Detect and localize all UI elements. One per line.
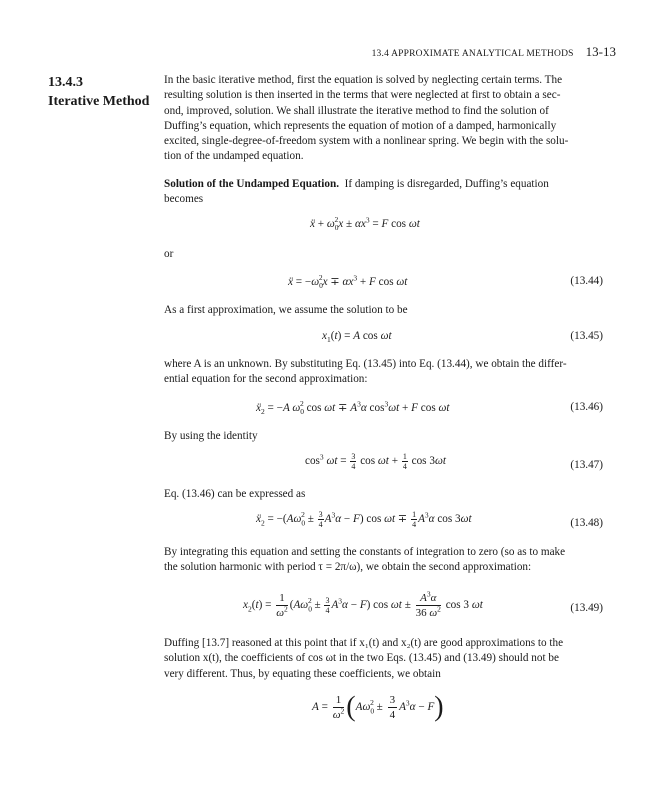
first-approx-paragraph [164, 303, 604, 318]
text-line: Duffing [13.7] reasoned at this point that if x₁(t) and x₂(t) are good approximations to the [164, 637, 564, 649]
text-line: By integrating this equation and setting the constants of integration to zero (so as to make [164, 546, 566, 558]
text-line: becomes [164, 193, 204, 206]
expressed-paragraph [164, 487, 604, 502]
text-line: very different. Thus, by equating these coefficients, we obtain [164, 667, 441, 680]
text-line: ential equation for the second approximation: [164, 373, 368, 386]
equation-amplitude: A = $\frac{1}{\omega^2}$ ($A\omega_0^2$ ± $\frac{3}{4}$ $A^3\alpha - F$) [312, 691, 444, 723]
text-line: As a first approximation, we assume the solution to be [164, 304, 408, 316]
text-line: Duffing’s equation, which represents the equation of motion of a damped, harmonically [164, 119, 557, 132]
text-line: the solution harmonic with period τ = 2π/ω), we obtain the second approximation: [164, 561, 532, 574]
identity-paragraph [164, 429, 604, 444]
equation-number: (13.49) [570, 602, 603, 614]
text-line: Eq. (13.46) can be expressed as [164, 488, 306, 500]
text-line: ond, improved, solution. We shall illustrate the iterative method to find the solution of [164, 104, 549, 117]
equation-number: (13.46) [570, 401, 603, 413]
text-line: excited, single-degree-of-freedom system with a nonlinear spring. We begin with the solu- [164, 135, 569, 148]
equation-number: (13.47) [570, 459, 603, 471]
or-text: or [164, 248, 174, 260]
text-line: In the basic iterative method, first the equation is solved by neglecting certain terms. The [164, 74, 563, 86]
equation-13-48: ẍ$_2$ = $-(A\omega_0^2$ ± $\frac{3}{4}$ $A^3\alpha - F$) cos ωt ∓ $\frac{1}{4}$ $A^3\alpha$ cos 3ωt [256, 510, 472, 529]
equation-number: (13.44) [570, 275, 603, 287]
text-line: tion of the undamped equation. [164, 150, 304, 163]
where-paragraph [164, 357, 604, 388]
page-number: 13-13 [585, 44, 616, 59]
text-line: solution x(t), the coefficients of cos ωt in the two Eqs. (13.45) and (13.49) should not be [164, 652, 559, 665]
equation-duffing-undamped: ẍ + $\omega_0^2x \pm \alpha x^3 = F$ cos ωt [310, 215, 420, 233]
duffing-paragraph [164, 636, 604, 682]
text-line: By using the identity [164, 430, 258, 442]
text-line: If damping is disregarded, Duffing’s equation [344, 178, 549, 190]
equation-number: (13.48) [570, 517, 603, 529]
equation-13-45: $x_1(t) = A$ cos ωt [322, 330, 392, 345]
undamped-paragraph [164, 177, 604, 208]
equation-number: (13.45) [570, 330, 603, 342]
section-title: Iterative Method [48, 94, 150, 109]
equation-13-47: $\cos^3 \omega t$ = $\frac{3}{4}$ cos ωt + $\frac{1}{4}$ cos 3ωt [305, 452, 446, 471]
intro-paragraph [164, 73, 604, 165]
text-line: resulting solution is then inserted in the terms that were neglected at first to obtain a sec- [164, 89, 561, 102]
equation-13-44: ẍ = $-\omega_0^2x \mp \alpha x^3 + F$ cos ωt [288, 273, 408, 291]
equation-13-49: $x_2(t)$ = $\frac{1}{\omega^2}$ ($A\omega_0^2$ ± $\frac{3}{4}$ $A^3\alpha - F$) cos ωt ± $\frac{A^3\alpha}{36 \omega^2}$ cos 3 ωt [243, 589, 483, 619]
section-number: 13.4.3 [48, 75, 83, 90]
text-line: where A is an unknown. By substituting Eq. (13.45) into Eq. (13.44), we obtain the differ- [164, 358, 567, 370]
running-header [330, 43, 616, 61]
integrating-paragraph [164, 545, 604, 576]
equation-13-46: ẍ$_2$ = −A $\omega_0^2$ $\cos \omega t \mp A^3\alpha$ $\cos^3\omega t + F$ cos ωt [256, 399, 450, 417]
subsection-heading: Solution of the Undamped Equation. [164, 178, 340, 190]
running-title: 13.4 APPROXIMATE ANALYTICAL METHODS [371, 49, 574, 59]
